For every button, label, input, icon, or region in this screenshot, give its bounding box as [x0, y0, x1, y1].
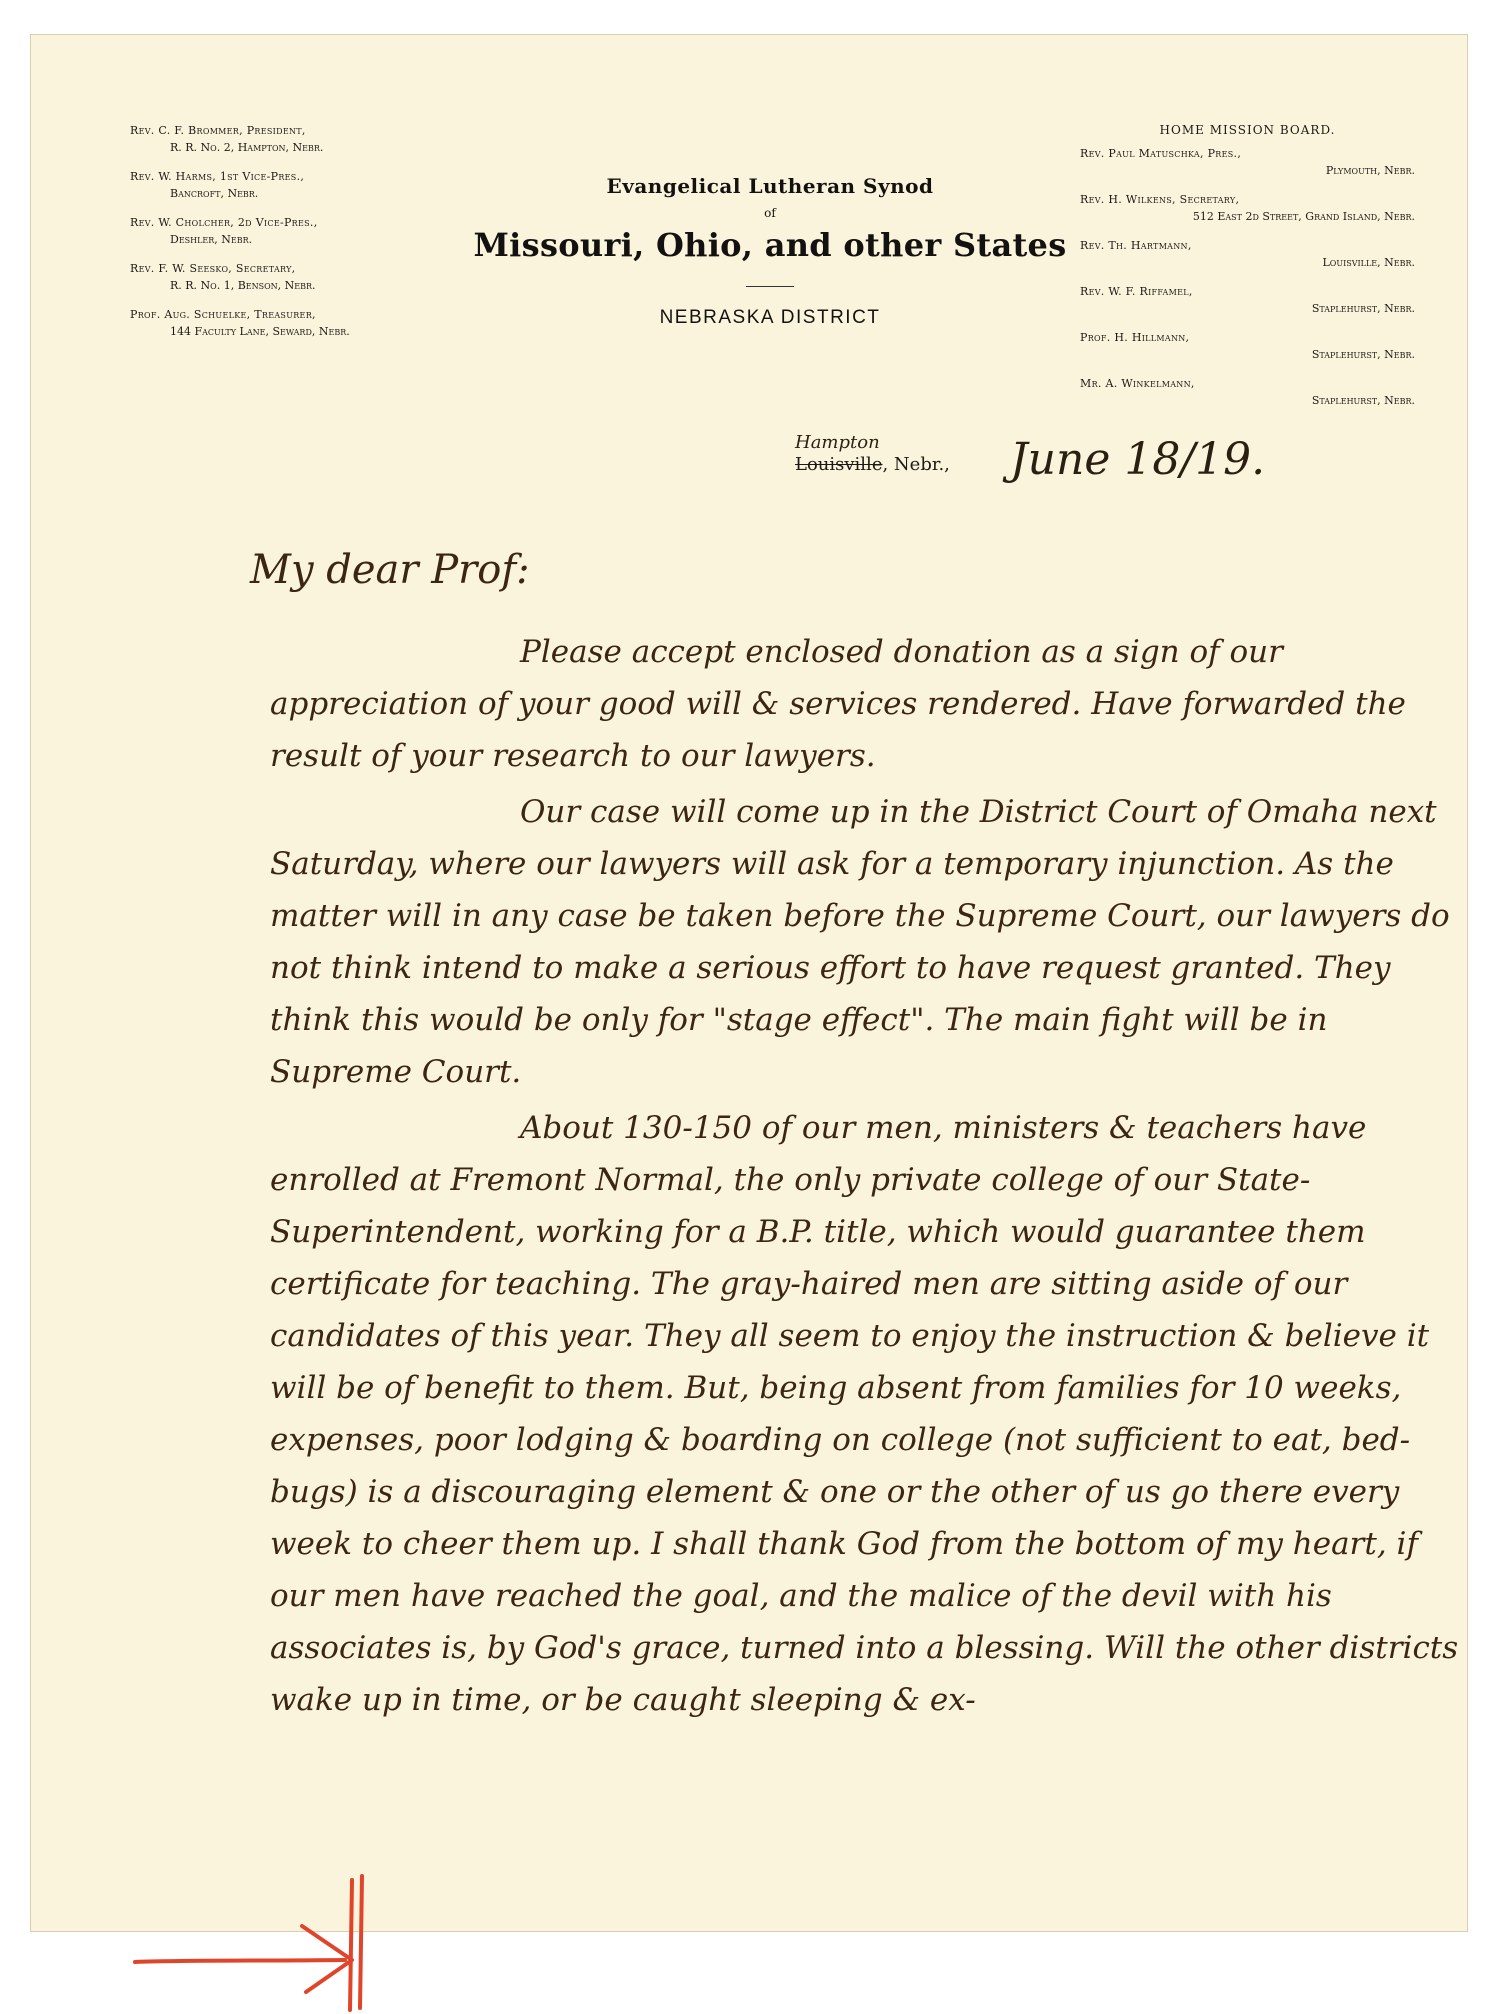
- officer-name: Prof. H. Hillmann,: [1080, 331, 1190, 344]
- printed-dateline: [795, 454, 950, 475]
- officer-name: Prof. Aug. Schuelke, Treasurer,: [130, 308, 316, 321]
- printed-state: , Nebr.,: [882, 454, 950, 475]
- divider: [746, 286, 794, 287]
- salutation: My dear Prof:: [250, 547, 530, 593]
- officer-address: Staplehurst, Nebr.: [1311, 348, 1415, 361]
- letter-body: [250, 544, 1460, 1726]
- officer-address: 144 Faculty Lane, Seward, Nebr.: [170, 325, 350, 338]
- officer-address: Staplehurst, Nebr.: [1311, 302, 1415, 315]
- officer-address: Deshler, Nebr.: [170, 233, 253, 246]
- officer-entry: [1080, 191, 1415, 225]
- officer-address: Plymouth, Nebr.: [1325, 164, 1415, 177]
- officer-address: R. R. No. 2, Hampton, Nebr.: [170, 141, 324, 154]
- paragraph: Please accept enclosed donation as a sign of our appreciation of your good will & services rendered. Have forwarded the result of your research to our lawyers.: [270, 634, 1406, 774]
- officer-address: Bancroft, Nebr.: [170, 187, 259, 200]
- officer-name: Rev. Th. Hartmann,: [1080, 239, 1192, 252]
- officer-name: Rev. F. W. Seesko, Secretary,: [130, 262, 296, 275]
- officer-name: Rev. Paul Matuschka, Pres.,: [1080, 147, 1242, 160]
- right-officer-list: [1080, 122, 1415, 421]
- synod-name: Evangelical Lutheran Synod: [606, 174, 934, 198]
- officer-entry: [1080, 237, 1415, 271]
- synod-of: of: [764, 206, 776, 220]
- officer-address: R. R. No. 1, Benson, Nebr.: [170, 279, 316, 292]
- officer-entry: [130, 168, 450, 202]
- officer-entry: [130, 214, 450, 248]
- officer-name: Rev. C. F. Brommer, President,: [130, 124, 306, 137]
- officer-address: 512 East 2d Street, Grand Island, Nebr.: [1192, 210, 1415, 223]
- officer-address: Staplehurst, Nebr.: [1311, 394, 1415, 407]
- officer-name: Rev. W. Harms, 1st Vice-Pres.,: [130, 170, 305, 183]
- letter-page: [30, 34, 1468, 1932]
- board-title: HOME MISSION BOARD.: [1159, 123, 1336, 137]
- handwritten-date: June 18/19.: [1010, 434, 1266, 485]
- left-officer-list: [130, 122, 450, 352]
- printed-place: Louisville: [795, 454, 883, 475]
- officer-name: Rev. H. Wilkens, Secretary,: [1080, 193, 1240, 206]
- officer-name: Mr. A. Winkelmann,: [1080, 377, 1195, 390]
- red-arrow-icon: [130, 1874, 370, 2014]
- officer-address: Louisville, Nebr.: [1322, 256, 1415, 269]
- district-name: NEBRASKA DISTRICT: [659, 307, 881, 328]
- officer-entry: [1080, 145, 1415, 179]
- officer-entry: [1080, 283, 1415, 317]
- officer-entry: [130, 306, 450, 340]
- officer-entry: [1080, 375, 1415, 409]
- paragraph: About 130-150 of our men, ministers & teachers have enrolled at Fremont Normal, the only private college of our State-Superintendent, working for a B.P. title, which would guarantee them certificate for teaching. The gray-haired men are sitting aside of our candidates of this year. They all seem to enjoy the instruction & believe it will be of benefit to them. But, being absent from families for 10 weeks, expenses, poor lodging & boarding on college (not sufficient to eat, bed-bugs) is a discouraging element & one or the other of us go there every week to cheer them up. I shall thank God from the bottom of my heart, if our men have reached the goal, and the malice of the devil with his associates is, by God's grace, turned into a blessing. Will the other districts wake up in time, or be caught sleeping & ex-: [270, 1110, 1459, 1718]
- officer-entry: [130, 122, 450, 156]
- officer-name: Rev. W. F. Riffamel,: [1080, 285, 1193, 298]
- officer-entry: [130, 260, 450, 294]
- synod-states: Missouri, Ohio, and other States: [473, 226, 1067, 264]
- letterhead-title-block: [470, 174, 1070, 329]
- officer-entry: [1080, 329, 1415, 363]
- paragraph: Our case will come up in the District Court of Omaha next Saturday, where our lawyers will ask for a temporary injunction. As the matter will in any case be taken before the Supreme Court, our lawyers do not think intend to make a serious effort to have request granted. They think this would be only for "stage effect". The main fight will be in Supreme Court.: [270, 794, 1450, 1090]
- officer-name: Rev. W. Cholcher, 2d Vice-Pres.,: [130, 216, 318, 229]
- handwritten-place: Hampton: [795, 432, 880, 453]
